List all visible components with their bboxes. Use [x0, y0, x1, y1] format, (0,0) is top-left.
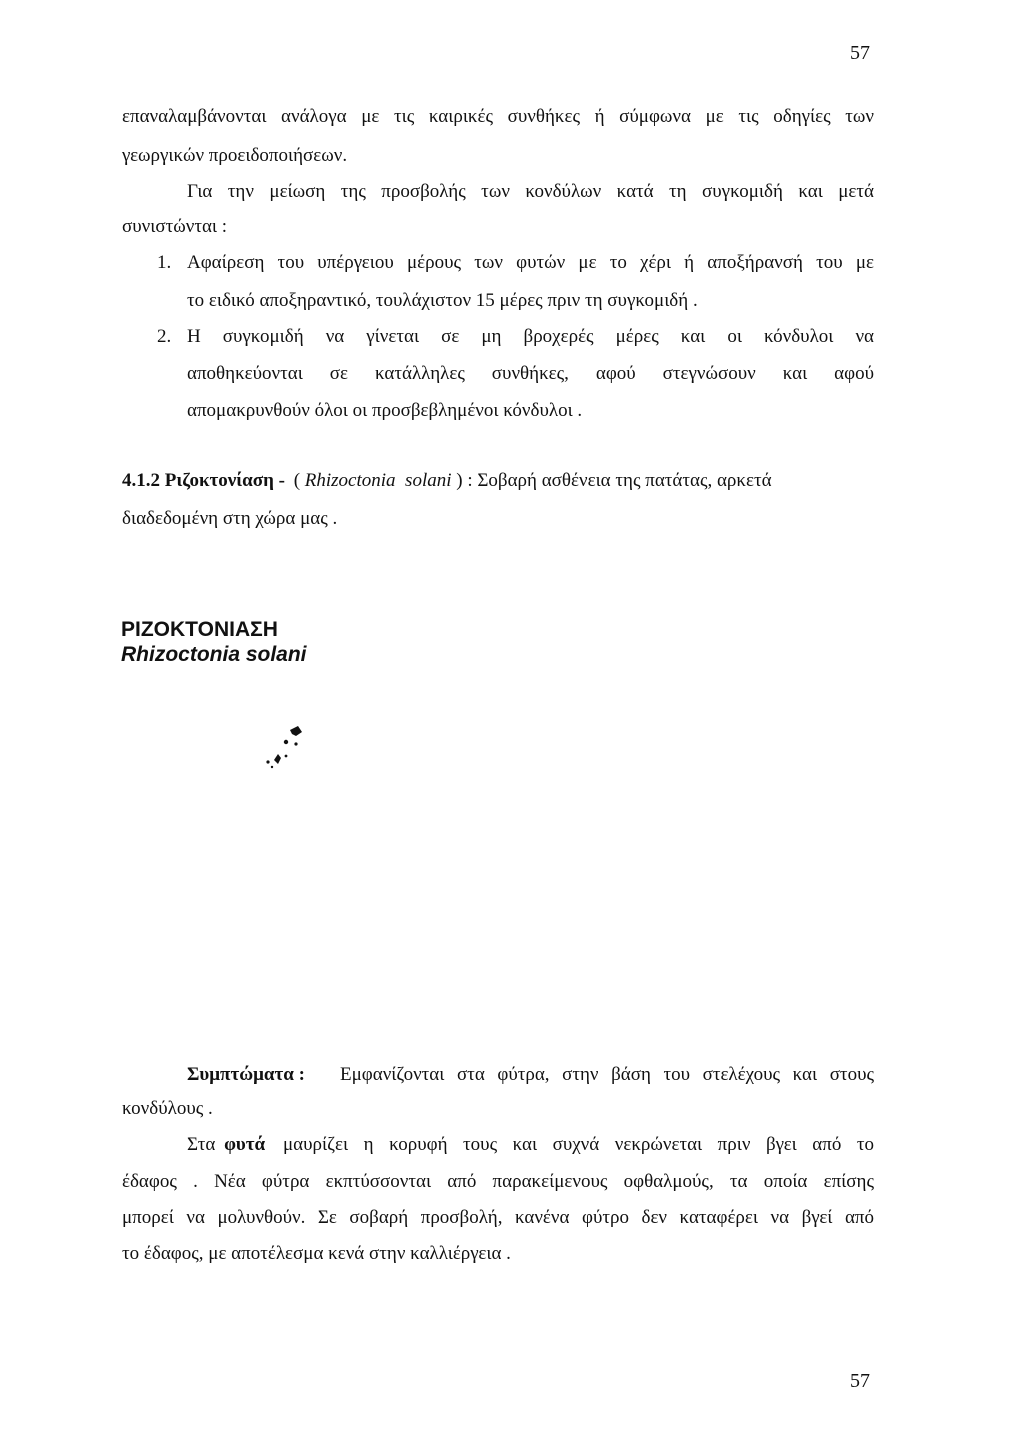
- section-latin-name: Rhizoctonia solani: [304, 470, 452, 491]
- sprouts-line2: έδαφος . Νέα φύτρα εκπτύσσονται από παρακείμενους οφθαλμούς, τα οποία επίσης: [122, 1171, 874, 1192]
- list-item-2-line2: αποθηκεύονται σε κατάλληλες συνθήκες, αφού στεγνώσουν και αφού: [187, 363, 874, 384]
- sprouts-line1-rest: μαυρίζει η κορυφή τους και συχνά νεκρώνεται πριν βγει από το: [283, 1134, 874, 1155]
- sprouts-bold-word: φυτά: [224, 1134, 266, 1155]
- list-item-1-line1: Αφαίρεση του υπέργειου μέρους των φυτών με το χέρι ή αποξήρανσή του με: [187, 252, 874, 273]
- figure-subtitle: Rhizoctonia solani: [121, 643, 307, 666]
- sprouts-intro: Στα: [187, 1134, 216, 1155]
- section-heading-line: [122, 470, 772, 492]
- section-line2: διαδεδομένη στη χώρα μας .: [122, 508, 338, 529]
- list-item-2-line1: Η συγκομιδή να γίνεται σε μη βροχερές μέρες και οι κόνδυλοι να: [187, 326, 874, 347]
- section-description: : Σοβαρή ασθένεια της πατάτας, αρκετά: [467, 470, 772, 491]
- para2-line1: Για την μείωση της προσβολής των κονδύλων κατά τη συγκομιδή και μετά: [187, 181, 874, 202]
- section-number: 4.1.2: [122, 470, 160, 491]
- figure-image-fragment: [250, 720, 320, 780]
- para2-line2: συνιστώνται :: [122, 216, 228, 237]
- symptoms-line2: κονδύλους .: [122, 1098, 213, 1119]
- list-item-1-line2: το ειδικό αποξηραντικό, τουλάχιστον 15 μέρες πριν τη συγκομιδή .: [187, 290, 698, 311]
- sprouts-line3: μπορεί να μολυνθούν. Σε σοβαρή προσβολή, κανένα φύτρο δεν καταφέρει να βγεί από: [122, 1207, 874, 1228]
- section-title: Ριζοκτονίαση: [164, 470, 274, 491]
- section-paren-close: ): [456, 470, 463, 491]
- sprouts-line4: το έδαφος, με αποτέλεσμα κενά στην καλλιέργεια .: [122, 1243, 511, 1264]
- list-item-2-number: 2.: [157, 326, 172, 347]
- para1-line1: επαναλαμβάνονται ανάλογα με τις καιρικές συνθήκες ή σύμφωνα με τις οδηγίες των: [122, 106, 874, 127]
- list-item-2-line3: απομακρυνθούν όλοι οι προσβεβλημένοι κόνδυλοι .: [187, 400, 583, 421]
- header-page-number: 57: [850, 42, 870, 64]
- symptoms-label-text: Συμπτώματα :: [187, 1064, 305, 1085]
- footer-page-number: 57: [850, 1370, 870, 1392]
- sprouts-line1-lead: [187, 1134, 265, 1156]
- section-paren-open: (: [293, 470, 301, 491]
- para1-line2: γεωργικών προειδοποιήσεων.: [122, 145, 348, 166]
- list-item-1-number: 1.: [157, 252, 172, 273]
- symptoms-label: [187, 1064, 305, 1086]
- figure-title: ΡΙΖΟΚΤΟΝΙΑΣΗ: [121, 618, 278, 641]
- symptoms-line1: Εμφανίζονται στα φύτρα, στην βάση του στελέχους και στους: [340, 1064, 874, 1085]
- section-dash: -: [278, 470, 285, 491]
